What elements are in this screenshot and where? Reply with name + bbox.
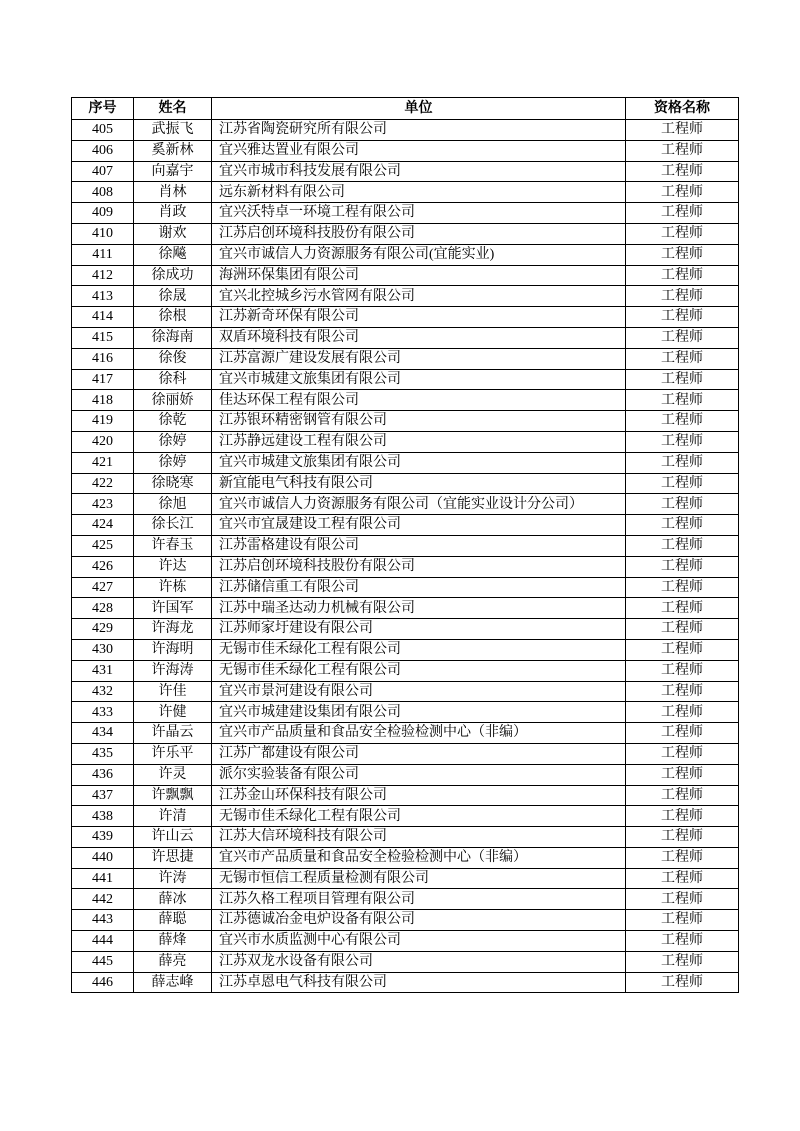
table-row (72, 972, 739, 993)
name-cell: 许清 (134, 806, 212, 827)
name-cell: 徐长江 (134, 515, 212, 536)
table-row (72, 161, 739, 182)
name-cell: 向嘉宇 (134, 161, 212, 182)
unit-cell: 宜兴市产品质量和食品安全检验检测中心（非编） (212, 847, 626, 868)
serial-cell: 421 (72, 452, 134, 473)
unit-cell: 江苏德诚冶金电炉设备有限公司 (212, 910, 626, 931)
name-cell: 薛冰 (134, 889, 212, 910)
qualification-cell: 工程师 (626, 411, 739, 432)
unit-cell: 新宜能电气科技有限公司 (212, 473, 626, 494)
qualification-roster-table (71, 97, 739, 993)
table-row (72, 598, 739, 619)
table-row (72, 140, 739, 161)
qualification-cell: 工程师 (626, 431, 739, 452)
qualification-cell: 工程师 (626, 764, 739, 785)
name-cell: 许佳 (134, 681, 212, 702)
qualification-cell: 工程师 (626, 265, 739, 286)
table-row (72, 327, 739, 348)
table-row (72, 910, 739, 931)
qualification-cell: 工程师 (626, 743, 739, 764)
qualification-cell: 工程师 (626, 806, 739, 827)
unit-cell: 海洲环保集团有限公司 (212, 265, 626, 286)
qualification-cell: 工程师 (626, 452, 739, 473)
serial-cell: 434 (72, 723, 134, 744)
unit-cell: 宜兴市水质监测中心有限公司 (212, 931, 626, 952)
qualification-cell: 工程师 (626, 223, 739, 244)
unit-cell: 远东新材料有限公司 (212, 182, 626, 203)
unit-cell: 江苏双龙水设备有限公司 (212, 951, 626, 972)
name-cell: 徐海南 (134, 327, 212, 348)
table-row (72, 535, 739, 556)
name-cell: 徐晟 (134, 286, 212, 307)
name-cell: 薛聪 (134, 910, 212, 931)
unit-cell: 无锡市佳禾绿化工程有限公司 (212, 806, 626, 827)
name-cell: 许山云 (134, 827, 212, 848)
unit-cell: 江苏富源广建设发展有限公司 (212, 348, 626, 369)
unit-cell: 佳达环保工程有限公司 (212, 390, 626, 411)
name-cell: 许思捷 (134, 847, 212, 868)
unit-cell: 江苏静远建设工程有限公司 (212, 431, 626, 452)
unit-cell: 宜兴市诚信人力资源服务有限公司（宜能实业设计分公司） (212, 494, 626, 515)
column-header-qual: 资格名称 (626, 98, 739, 120)
name-cell: 徐科 (134, 369, 212, 390)
serial-cell: 408 (72, 182, 134, 203)
qualification-cell: 工程师 (626, 785, 739, 806)
qualification-cell: 工程师 (626, 140, 739, 161)
serial-cell: 429 (72, 619, 134, 640)
unit-cell: 江苏中瑞圣达动力机械有限公司 (212, 598, 626, 619)
unit-cell: 江苏新奇环保有限公司 (212, 307, 626, 328)
table-row (72, 951, 739, 972)
qualification-cell: 工程师 (626, 639, 739, 660)
unit-cell: 双盾环境科技有限公司 (212, 327, 626, 348)
serial-cell: 411 (72, 244, 134, 265)
qualification-cell: 工程师 (626, 556, 739, 577)
table-row (72, 681, 739, 702)
table-row (72, 244, 739, 265)
table-row (72, 619, 739, 640)
table-row (72, 577, 739, 598)
name-cell: 武振飞 (134, 120, 212, 141)
unit-cell: 宜兴市城建建设集团有限公司 (212, 702, 626, 723)
name-cell: 徐成功 (134, 265, 212, 286)
qualification-cell: 工程师 (626, 660, 739, 681)
qualification-cell: 工程师 (626, 182, 739, 203)
qualification-cell: 工程师 (626, 244, 739, 265)
name-cell: 许海龙 (134, 619, 212, 640)
name-cell: 许国军 (134, 598, 212, 619)
table-row (72, 265, 739, 286)
qualification-cell: 工程师 (626, 931, 739, 952)
serial-cell: 406 (72, 140, 134, 161)
qualification-cell: 工程师 (626, 619, 739, 640)
unit-cell: 江苏雷格建设有限公司 (212, 535, 626, 556)
table-row (72, 390, 739, 411)
name-cell: 许春玉 (134, 535, 212, 556)
table-row (72, 931, 739, 952)
name-cell: 许晶云 (134, 723, 212, 744)
table-row (72, 223, 739, 244)
name-cell: 许涛 (134, 868, 212, 889)
serial-cell: 420 (72, 431, 134, 452)
unit-cell: 宜兴市产品质量和食品安全检验检测中心（非编） (212, 723, 626, 744)
table-row (72, 827, 739, 848)
table-row (72, 785, 739, 806)
serial-cell: 407 (72, 161, 134, 182)
qualification-cell: 工程师 (626, 577, 739, 598)
serial-cell: 433 (72, 702, 134, 723)
unit-cell: 宜兴北控城乡污水管网有限公司 (212, 286, 626, 307)
qualification-cell: 工程师 (626, 598, 739, 619)
qualification-cell: 工程师 (626, 327, 739, 348)
name-cell: 奚新林 (134, 140, 212, 161)
qualification-cell: 工程师 (626, 723, 739, 744)
qualification-cell: 工程师 (626, 681, 739, 702)
qualification-cell: 工程师 (626, 515, 739, 536)
qualification-cell: 工程师 (626, 889, 739, 910)
column-header-no: 序号 (72, 98, 134, 120)
qualification-cell: 工程师 (626, 348, 739, 369)
unit-cell: 江苏卓恩电气科技有限公司 (212, 972, 626, 993)
name-cell: 徐晓寒 (134, 473, 212, 494)
serial-cell: 413 (72, 286, 134, 307)
serial-cell: 444 (72, 931, 134, 952)
table-row (72, 723, 739, 744)
qualification-cell: 工程师 (626, 951, 739, 972)
qualification-cell: 工程师 (626, 473, 739, 494)
qualification-cell: 工程师 (626, 972, 739, 993)
unit-cell: 江苏大信环境科技有限公司 (212, 827, 626, 848)
serial-cell: 426 (72, 556, 134, 577)
table-row (72, 764, 739, 785)
unit-cell: 江苏师家圩建设有限公司 (212, 619, 626, 640)
table-row (72, 660, 739, 681)
serial-cell: 427 (72, 577, 134, 598)
name-cell: 肖政 (134, 203, 212, 224)
serial-cell: 422 (72, 473, 134, 494)
qualification-cell: 工程师 (626, 203, 739, 224)
serial-cell: 409 (72, 203, 134, 224)
serial-cell: 432 (72, 681, 134, 702)
table-row (72, 286, 739, 307)
qualification-cell: 工程师 (626, 307, 739, 328)
name-cell: 徐根 (134, 307, 212, 328)
name-cell: 薛烽 (134, 931, 212, 952)
unit-cell: 江苏启创环境科技股份有限公司 (212, 223, 626, 244)
name-cell: 徐婷 (134, 431, 212, 452)
table-row (72, 307, 739, 328)
serial-cell: 415 (72, 327, 134, 348)
serial-cell: 418 (72, 390, 134, 411)
qualification-cell: 工程师 (626, 535, 739, 556)
name-cell: 许栋 (134, 577, 212, 598)
unit-cell: 宜兴市诚信人力资源服务有限公司(宜能实业) (212, 244, 626, 265)
name-cell: 徐婷 (134, 452, 212, 473)
name-cell: 薛志峰 (134, 972, 212, 993)
serial-cell: 425 (72, 535, 134, 556)
table-row (72, 431, 739, 452)
serial-cell: 443 (72, 910, 134, 931)
name-cell: 许乐平 (134, 743, 212, 764)
unit-cell: 江苏银环精密钢管有限公司 (212, 411, 626, 432)
table-row (72, 369, 739, 390)
table-header (72, 98, 739, 120)
name-cell: 许健 (134, 702, 212, 723)
name-cell: 肖林 (134, 182, 212, 203)
table-row (72, 743, 739, 764)
table-row (72, 847, 739, 868)
serial-cell: 430 (72, 639, 134, 660)
unit-cell: 宜兴市城市科技发展有限公司 (212, 161, 626, 182)
serial-cell: 440 (72, 847, 134, 868)
unit-cell: 江苏储信重工有限公司 (212, 577, 626, 598)
name-cell: 徐乾 (134, 411, 212, 432)
name-cell: 许达 (134, 556, 212, 577)
unit-cell: 宜兴市宜晟建设工程有限公司 (212, 515, 626, 536)
table-row (72, 411, 739, 432)
serial-cell: 416 (72, 348, 134, 369)
table-row (72, 182, 739, 203)
qualification-cell: 工程师 (626, 390, 739, 411)
serial-cell: 435 (72, 743, 134, 764)
unit-cell: 宜兴市景河建设有限公司 (212, 681, 626, 702)
qualification-cell: 工程师 (626, 286, 739, 307)
name-cell: 薛亮 (134, 951, 212, 972)
table-row (72, 889, 739, 910)
qualification-cell: 工程师 (626, 369, 739, 390)
header-row (72, 98, 739, 120)
table-row (72, 120, 739, 141)
serial-cell: 414 (72, 307, 134, 328)
table-row (72, 203, 739, 224)
qualification-cell: 工程师 (626, 868, 739, 889)
name-cell: 许飘飘 (134, 785, 212, 806)
name-cell: 许海涛 (134, 660, 212, 681)
name-cell: 许海明 (134, 639, 212, 660)
name-cell: 徐俊 (134, 348, 212, 369)
serial-cell: 442 (72, 889, 134, 910)
table-row (72, 868, 739, 889)
qualification-cell: 工程师 (626, 702, 739, 723)
serial-cell: 412 (72, 265, 134, 286)
name-cell: 许灵 (134, 764, 212, 785)
unit-cell: 江苏广都建设有限公司 (212, 743, 626, 764)
unit-cell: 派尔实验装备有限公司 (212, 764, 626, 785)
name-cell: 谢欢 (134, 223, 212, 244)
serial-cell: 405 (72, 120, 134, 141)
qualification-cell: 工程师 (626, 120, 739, 141)
unit-cell: 无锡市佳禾绿化工程有限公司 (212, 639, 626, 660)
serial-cell: 410 (72, 223, 134, 244)
qualification-cell: 工程师 (626, 910, 739, 931)
name-cell: 徐飚 (134, 244, 212, 265)
serial-cell: 441 (72, 868, 134, 889)
serial-cell: 445 (72, 951, 134, 972)
table-row (72, 515, 739, 536)
unit-cell: 江苏省陶瓷研究所有限公司 (212, 120, 626, 141)
table-row (72, 494, 739, 515)
serial-cell: 436 (72, 764, 134, 785)
unit-cell: 江苏启创环境科技股份有限公司 (212, 556, 626, 577)
qualification-cell: 工程师 (626, 161, 739, 182)
table-row (72, 702, 739, 723)
unit-cell: 宜兴市城建文旅集团有限公司 (212, 452, 626, 473)
unit-cell: 宜兴雅达置业有限公司 (212, 140, 626, 161)
qualification-cell: 工程师 (626, 827, 739, 848)
unit-cell: 无锡市佳禾绿化工程有限公司 (212, 660, 626, 681)
name-cell: 徐旭 (134, 494, 212, 515)
serial-cell: 431 (72, 660, 134, 681)
table-body (72, 120, 739, 993)
serial-cell: 439 (72, 827, 134, 848)
serial-cell: 438 (72, 806, 134, 827)
column-header-name: 姓名 (134, 98, 212, 120)
table-row (72, 473, 739, 494)
serial-cell: 428 (72, 598, 134, 619)
table-row (72, 348, 739, 369)
serial-cell: 437 (72, 785, 134, 806)
serial-cell: 423 (72, 494, 134, 515)
table-row (72, 452, 739, 473)
unit-cell: 江苏久格工程项目管理有限公司 (212, 889, 626, 910)
name-cell: 徐丽娇 (134, 390, 212, 411)
serial-cell: 424 (72, 515, 134, 536)
table-row (72, 806, 739, 827)
table-row (72, 639, 739, 660)
serial-cell: 446 (72, 972, 134, 993)
column-header-unit: 单位 (212, 98, 626, 120)
unit-cell: 江苏金山环保科技有限公司 (212, 785, 626, 806)
table-row (72, 556, 739, 577)
unit-cell: 无锡市恒信工程质量检测有限公司 (212, 868, 626, 889)
qualification-cell: 工程师 (626, 494, 739, 515)
serial-cell: 419 (72, 411, 134, 432)
unit-cell: 宜兴市城建文旅集团有限公司 (212, 369, 626, 390)
serial-cell: 417 (72, 369, 134, 390)
qualification-cell: 工程师 (626, 847, 739, 868)
unit-cell: 宜兴沃特卓一环境工程有限公司 (212, 203, 626, 224)
